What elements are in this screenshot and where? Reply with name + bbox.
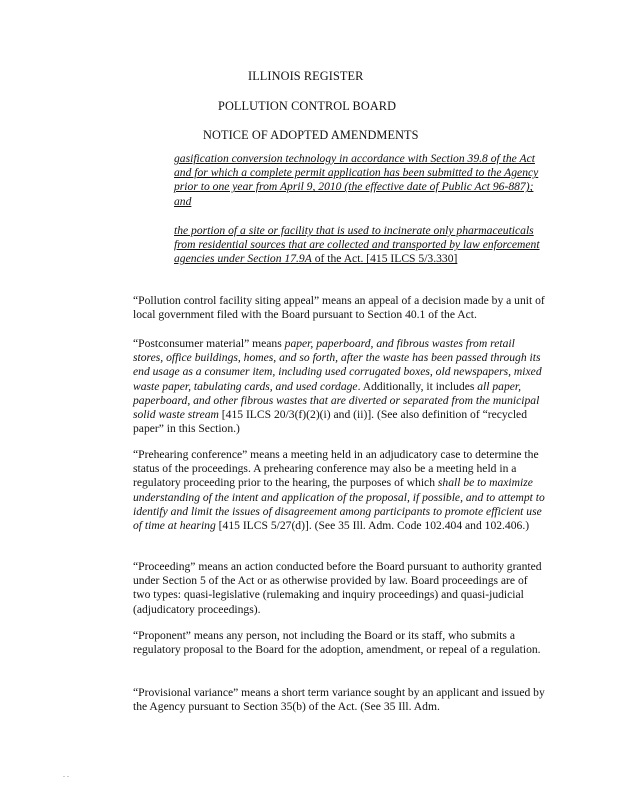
definition-proceeding: “Proceeding” means an action conducted before the Board pursuant to authority granted under Section 5 of the Act or as otherwise provided by law. Board proceedings are of two types: quasi-legislative (rulemaking and inquiry proceedings) and quasi-judicial (adjudicatory proceedings). — [133, 560, 542, 616]
postconsumer-italic-1: paper, paperboard, and fibrous wastes from retail stores, office buildings, homes, and so forth, after the waste has been passed through its end usage as a consumer item, including used corrugated boxes, old newspapers, mixed waste paper, tabulating cards, and used cordage — [133, 337, 542, 393]
definition-siting-appeal: “Pollution control facility siting appeal” means an appeal of a decision made by a unit of local government filed with the Board pursuant to Section 40.1 of the Act. — [133, 294, 545, 322]
paragraph-pharmaceuticals — [174, 224, 546, 267]
notice-title: NOTICE OF ADOPTED AMENDMENTS — [203, 128, 419, 142]
prehearing-italic: shall be to maximize understanding of the intent and application of the proposal, if possible, and to attempt to identify and limit the issues of disagreement among participants to promote efficient use of time at hearing — [133, 476, 545, 533]
footer-mark: . . — [63, 770, 69, 779]
register-title: ILLINOIS REGISTER — [248, 69, 364, 83]
pharmaceuticals-act-text: of the Act — [311, 252, 361, 266]
postconsumer-lead: “Postconsumer material” means — [133, 337, 285, 350]
prehearing-lead: “Prehearing conference” means a meeting held in an adjudicatory case to determine the status of the proceedings. A prehearing conference may also be a meeting held in a regulatory proceeding prior to the hearing, the purposes of which — [133, 448, 539, 490]
agency-title: POLLUTION CONTROL BOARD — [218, 99, 397, 113]
postconsumer-mid: . Additionally, it includes — [357, 379, 478, 393]
postconsumer-italic-2: all paper, paperboard, and other fibrous wastes that are diverted or separated from the municipal solid waste stream — [133, 379, 540, 422]
pharmaceuticals-italic-text: the portion of a site or facility that is used to incinerate only pharmaceuticals from residential sources that are collected and transported by law enforcement agencies under Section 17.9A — [174, 224, 540, 266]
postconsumer-tail: [415 ILCS 20/3(f)(2)(i) and (ii)]. (See also definition of “recycled paper” in this Section.) — [133, 408, 527, 436]
definition-postconsumer-material — [133, 337, 545, 436]
definition-prehearing-conference — [133, 448, 545, 533]
prehearing-tail: [415 ILCS 5/27(d)]. (See 35 Ill. Adm. Code 102.404 and 102.406.) — [215, 519, 530, 533]
paragraph-gasification: gasification conversion technology in accordance with Section 39.8 of the Act and for which a complete permit application has been submitted to the Agency prior to one year from April 9, 2010 (the effective date of Public Act 96-887); and — [174, 152, 539, 208]
pharmaceuticals-citation: . [415 ILCS 5/3.330] — [360, 252, 458, 266]
definition-provisional-variance: “Provisional variance” means a short term variance sought by an applicant and issued by the Agency pursuant to Section 35(b) of the Act. (See 35 Ill. Adm. — [133, 686, 545, 714]
definition-proponent: “Proponent” means any person, not including the Board or its staff, who submits a regulatory proposal to the Board for the adoption, amendment, or repeal of a regulation. — [133, 629, 541, 657]
